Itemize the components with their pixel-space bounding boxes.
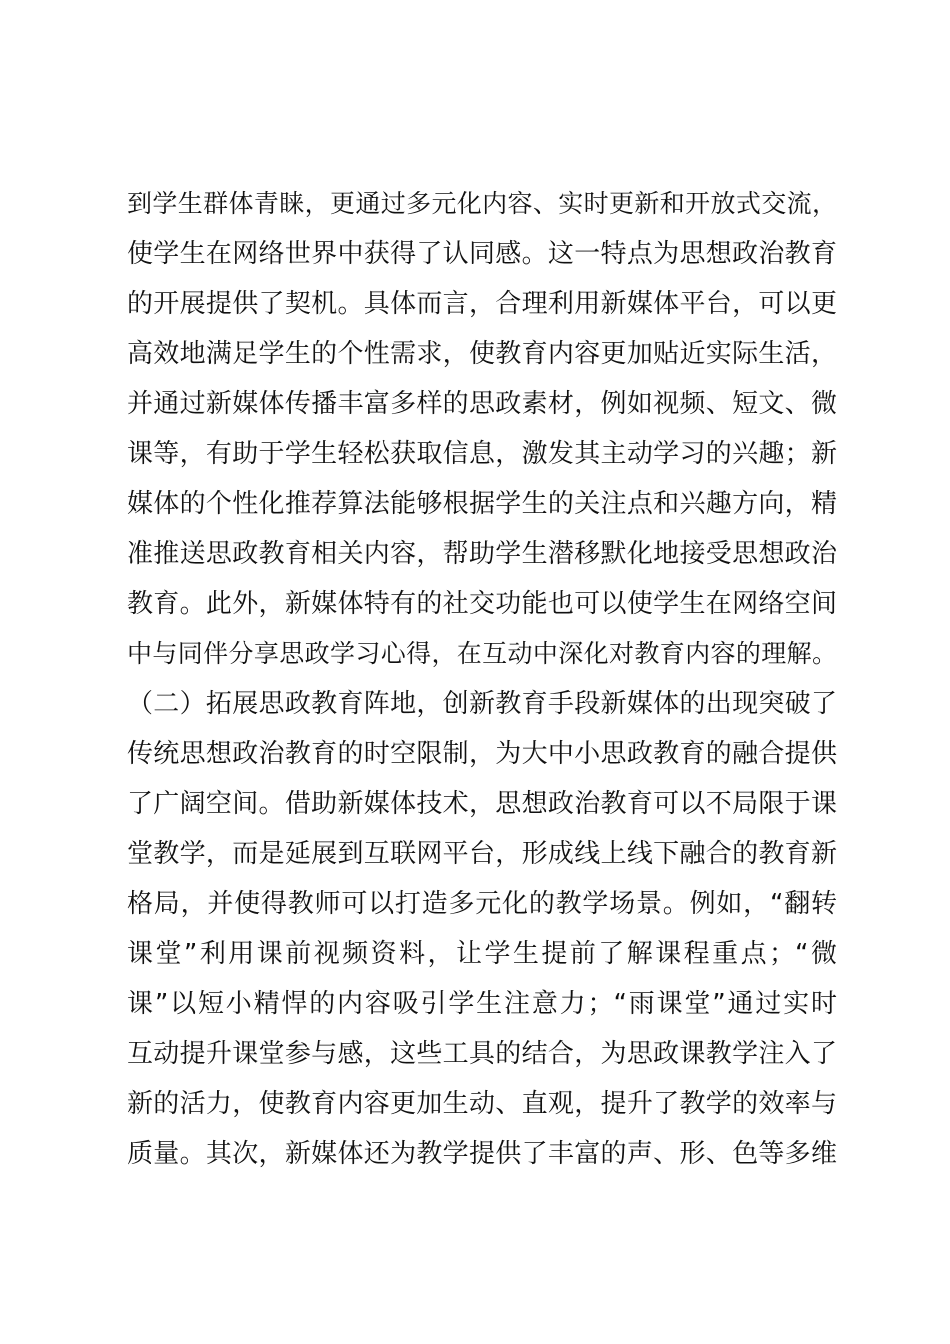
text-line: 使学生在网络世界中获得了认同感。这一特点为思想政治教育: [127, 239, 837, 269]
text-line: 了广阔空间。借助新媒体技术，思想政治教育可以不局限于课: [127, 789, 837, 819]
text-line: 课”以短小精悍的内容吸引学生注意力；“雨课堂”通过实时: [127, 989, 837, 1019]
section-heading-line: （二）拓展思政教育阵地，创新教育手段新媒体的出现突破了: [127, 689, 837, 719]
text-line: 到学生群体青睐，更通过多元化内容、实时更新和开放式交流，: [127, 189, 837, 218]
text-line: 的开展提供了契机。具体而言，合理利用新媒体平台，可以更: [127, 289, 837, 319]
text-line: 堂教学，而是延展到互联网平台，形成线上线下融合的教育新: [127, 839, 837, 869]
text-line: 媒体的个性化推荐算法能够根据学生的关注点和兴趣方向，精: [127, 489, 837, 519]
text-line: 格局，并使得教师可以打造多元化的教学场景。例如，“翻转: [127, 889, 837, 919]
text-line: 并通过新媒体传播丰富多样的思政素材，例如视频、短文、微: [127, 389, 837, 419]
text-line: 质量。其次，新媒体还为教学提供了丰富的声、形、色等多维: [127, 1139, 837, 1169]
text-line: 高效地满足学生的个性需求，使教育内容更加贴近实际生活，: [127, 339, 837, 369]
text-line: 互动提升课堂参与感，这些工具的结合，为思政课教学注入了: [127, 1039, 837, 1069]
text-line: 中与同伴分享思政学习心得，在互动中深化对教育内容的理解。: [127, 639, 837, 668]
text-line: 课堂”利用课前视频资料，让学生提前了解课程重点；“微: [127, 939, 837, 969]
text-line: 课等，有助于学生轻松获取信息，激发其主动学习的兴趣；新: [127, 439, 837, 469]
text-line: 教育。此外，新媒体特有的社交功能也可以使学生在网络空间: [127, 589, 837, 619]
text-line: 新的活力，使教育内容更加生动、直观，提升了教学的效率与: [127, 1089, 837, 1119]
text-line: 准推送思政教育相关内容，帮助学生潜移默化地接受思想政治: [127, 539, 837, 569]
text-line: 传统思想政治教育的时空限制，为大中小思政教育的融合提供: [127, 739, 837, 769]
body-text: [127, 179, 837, 1179]
